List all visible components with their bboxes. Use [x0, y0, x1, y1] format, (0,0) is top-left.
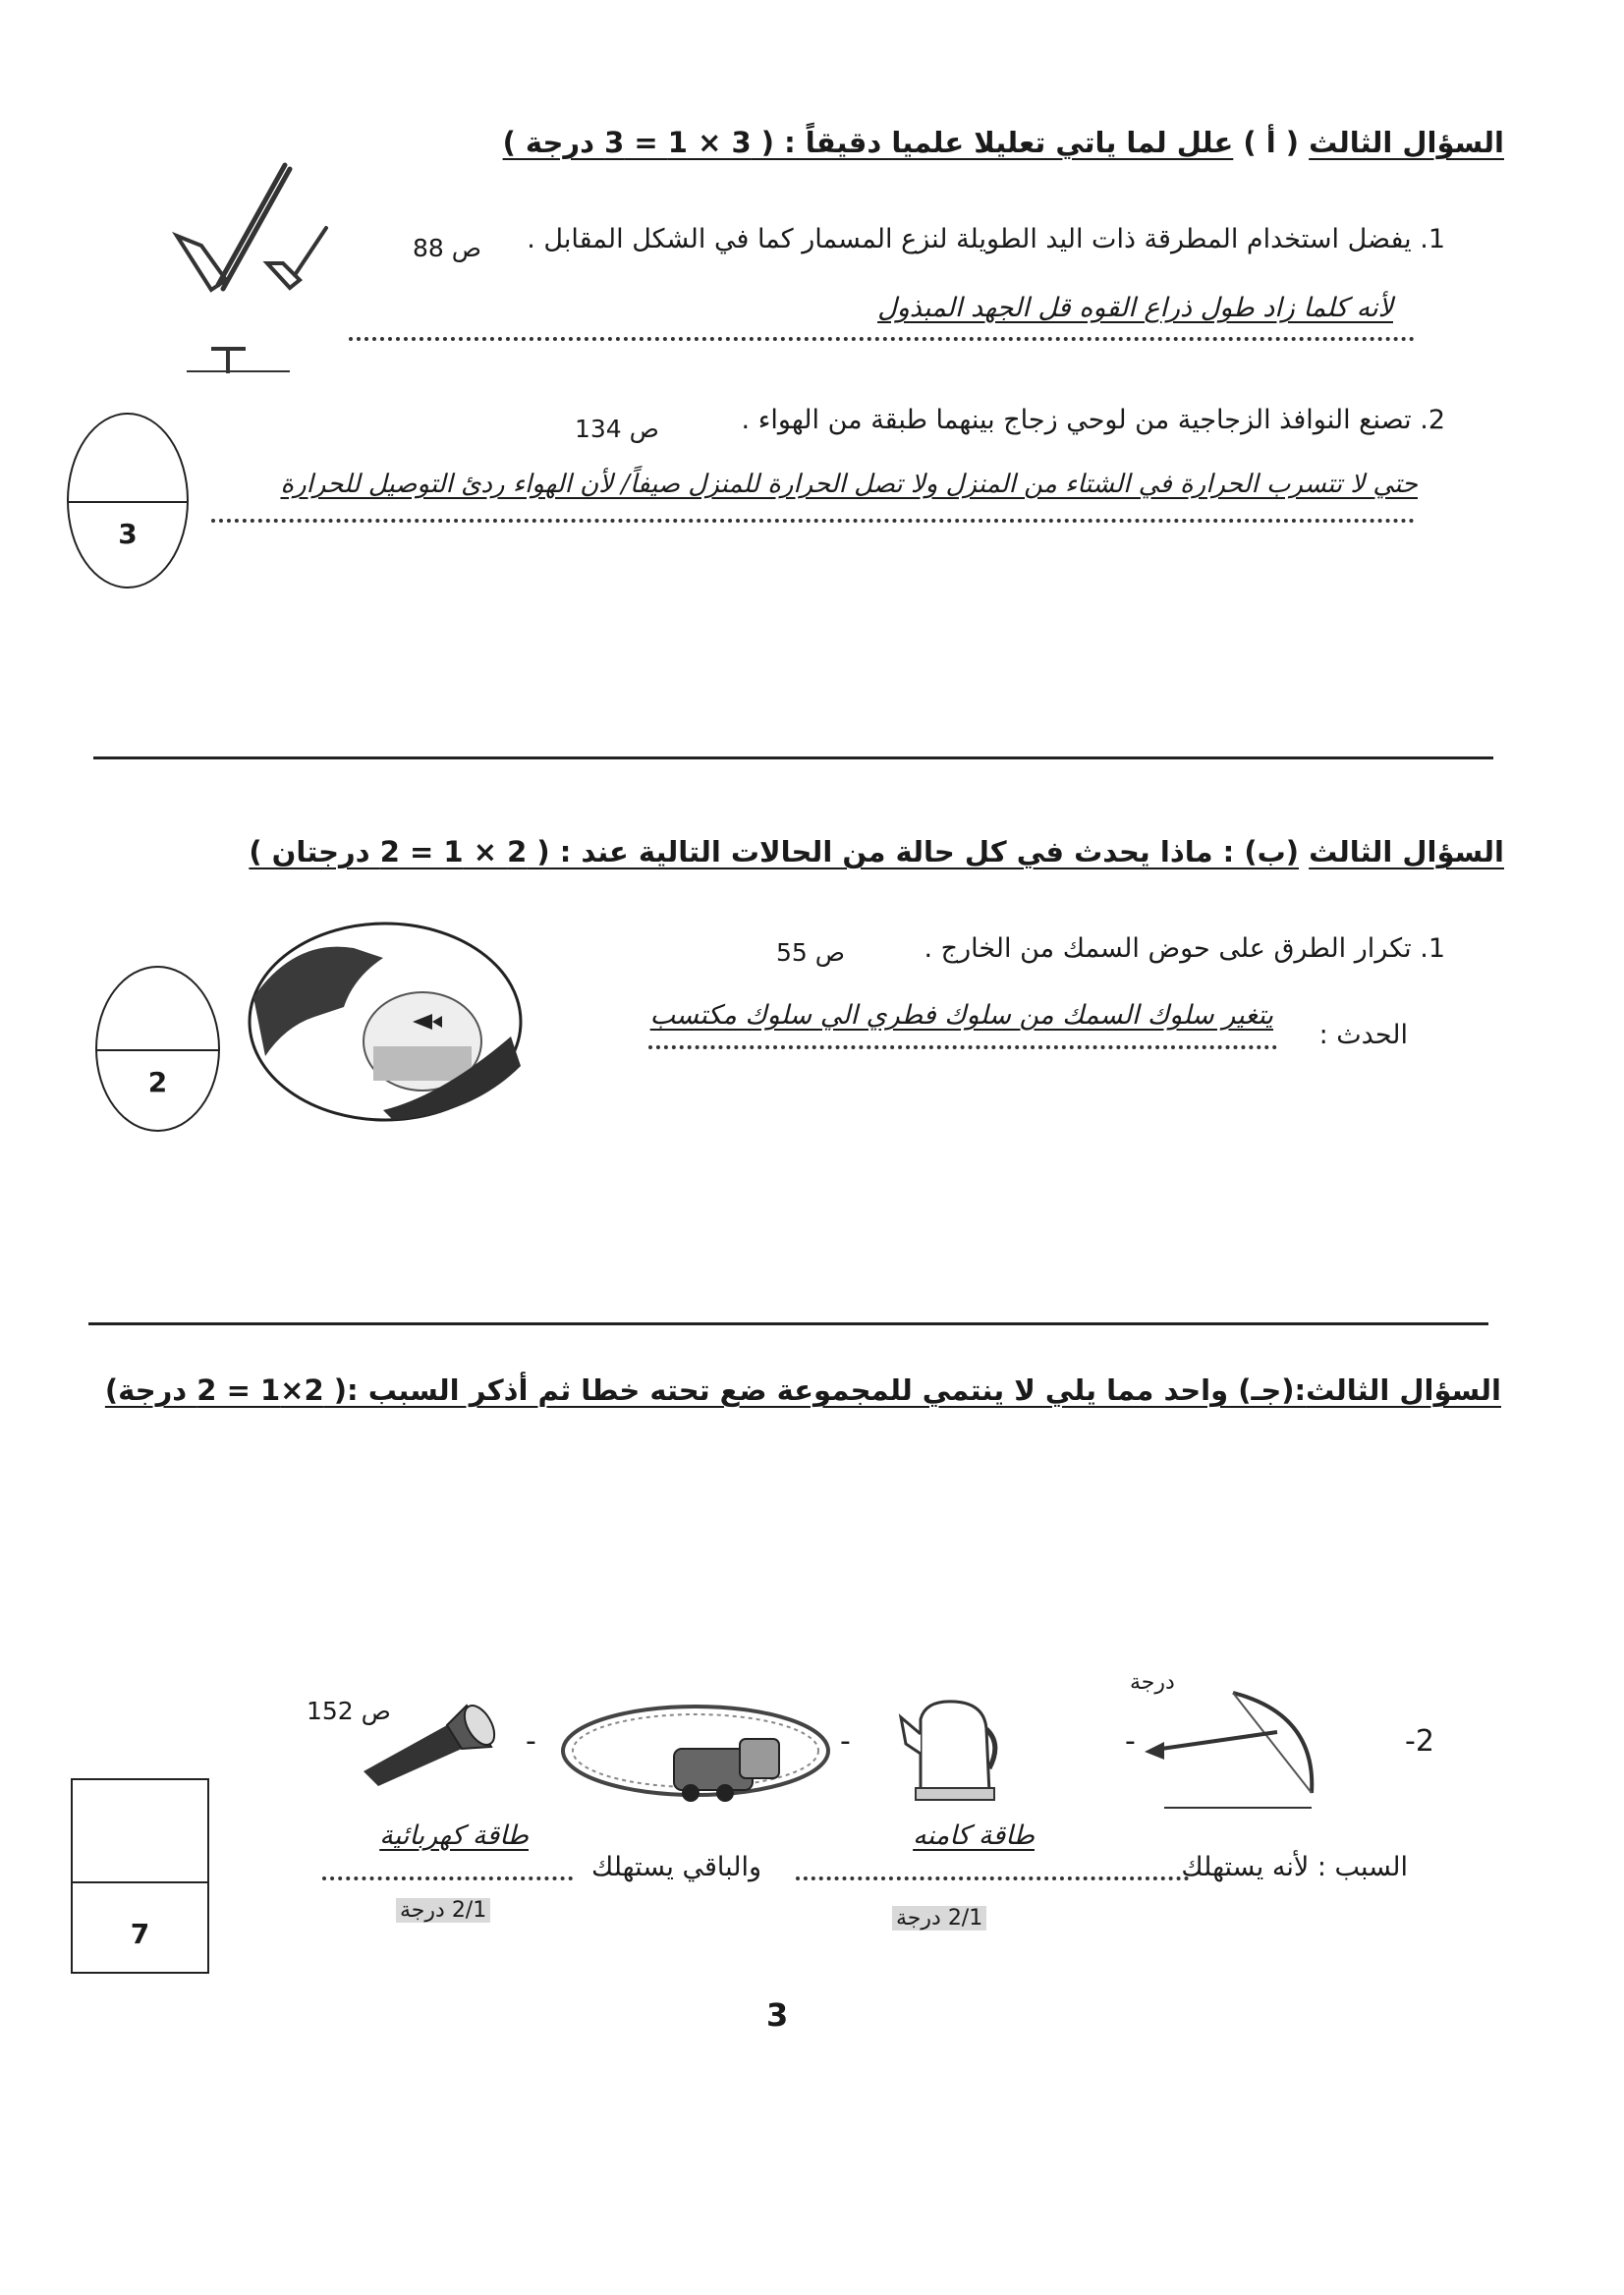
- page-ref-a2: ص 134: [575, 415, 659, 443]
- answer-c-1: طاقة كامنه: [913, 1820, 1035, 1851]
- total-score-value: 7: [130, 1918, 150, 1950]
- question-number: 1.: [1420, 224, 1445, 254]
- section-b-heading: السؤال الثالث (ب) : ماذا يحدث في كل حالة من الحالات التالية عند : ( 2 × 1 = 2 درجتان ): [249, 835, 1504, 868]
- answer-a2: حتي لا تتسرب الحرارة في الشتاء من المنزل ولا تصل الحرارة للمنزل صيفاً/ لأن الهواء ردئ التوصيل للحرارة: [280, 470, 1418, 499]
- nail-icon: [187, 349, 290, 373]
- question-number: 2.: [1420, 405, 1445, 435]
- short-hammer-icon: [267, 228, 326, 288]
- question-number: 1.: [1420, 933, 1445, 964]
- page-ref-b1: ص 55: [776, 938, 845, 967]
- fish-tank-illustration: [246, 919, 526, 1125]
- answer-a1: لأنه كلما زاد طول ذراع القوه قل الجهد المبذول: [877, 293, 1393, 323]
- section-c-heading: السؤال الثالث:(جـ) واحد مما يلي لا ينتمي للمجموعة ضع تحته خطا ثم أذكر السبب :( 2×1 = 2 درجة): [104, 1373, 1501, 1407]
- total-score-box: [71, 1778, 209, 1974]
- page-number: 3: [766, 1996, 789, 2034]
- section-divider: [93, 756, 1493, 759]
- section-divider: [88, 1322, 1488, 1325]
- page-ref-a1: ص 88: [413, 234, 481, 262]
- question-a2: [742, 405, 1445, 435]
- question-b1: [924, 933, 1446, 964]
- answer-c-2: طاقة كهربائية: [379, 1820, 529, 1851]
- score-oval-b: [95, 966, 220, 1132]
- question-text: تصنع النوافذ الزجاجية من لوحي زجاج بينهما طبقة من الهواء .: [741, 405, 1412, 435]
- section-a-heading: السؤال الثالث ( أ ) علل لما ياتي تعليلا علميا دقيقاً : ( 3 × 1 = 3 درجة ): [502, 126, 1504, 159]
- event-label: الحدث :: [1318, 1020, 1408, 1050]
- page-ref-c2: ص 152: [307, 1697, 391, 1725]
- bow-arrow-icon: [1140, 1685, 1321, 1813]
- mark-badge: 2/1 درجة: [892, 1906, 986, 1931]
- hammer-illustration: [157, 147, 354, 393]
- question-text: يفضل استخدام المطرقة ذات اليد الطويلة لنزع المسمار كما في الشكل المقابل .: [527, 224, 1412, 254]
- reason-label: السبب : لأنه يستهلك: [1181, 1852, 1408, 1882]
- answer-b1: يتغير سلوك السمك من سلوك فطري الي سلوك مكتسب: [649, 1000, 1273, 1031]
- separator: -: [1125, 1724, 1136, 1759]
- score-value: 3: [118, 518, 138, 550]
- score-value: 2: [147, 1066, 168, 1098]
- answer-line-a1: [349, 337, 1415, 341]
- separator: -: [840, 1724, 851, 1759]
- answer-line-c-1: [796, 1876, 1189, 1880]
- answer-line-a2: [211, 519, 1415, 523]
- question-text: تكرار الطرق على حوض السمك من الخارج .: [924, 933, 1412, 964]
- item-number-c2: -2: [1405, 1724, 1434, 1759]
- grade-note: درجة: [1130, 1670, 1175, 1695]
- connector-text: والباقي يستهلك: [590, 1852, 761, 1882]
- question-a1: [527, 224, 1445, 254]
- kettle-icon: [896, 1690, 1004, 1808]
- score-oval-a: [67, 413, 189, 588]
- toy-train-icon: [558, 1700, 833, 1808]
- separator: -: [526, 1724, 536, 1759]
- mark-badge: 2/1 درجة: [396, 1898, 490, 1923]
- answer-line-c-2: [322, 1876, 573, 1880]
- answer-line-b1: [648, 1045, 1277, 1049]
